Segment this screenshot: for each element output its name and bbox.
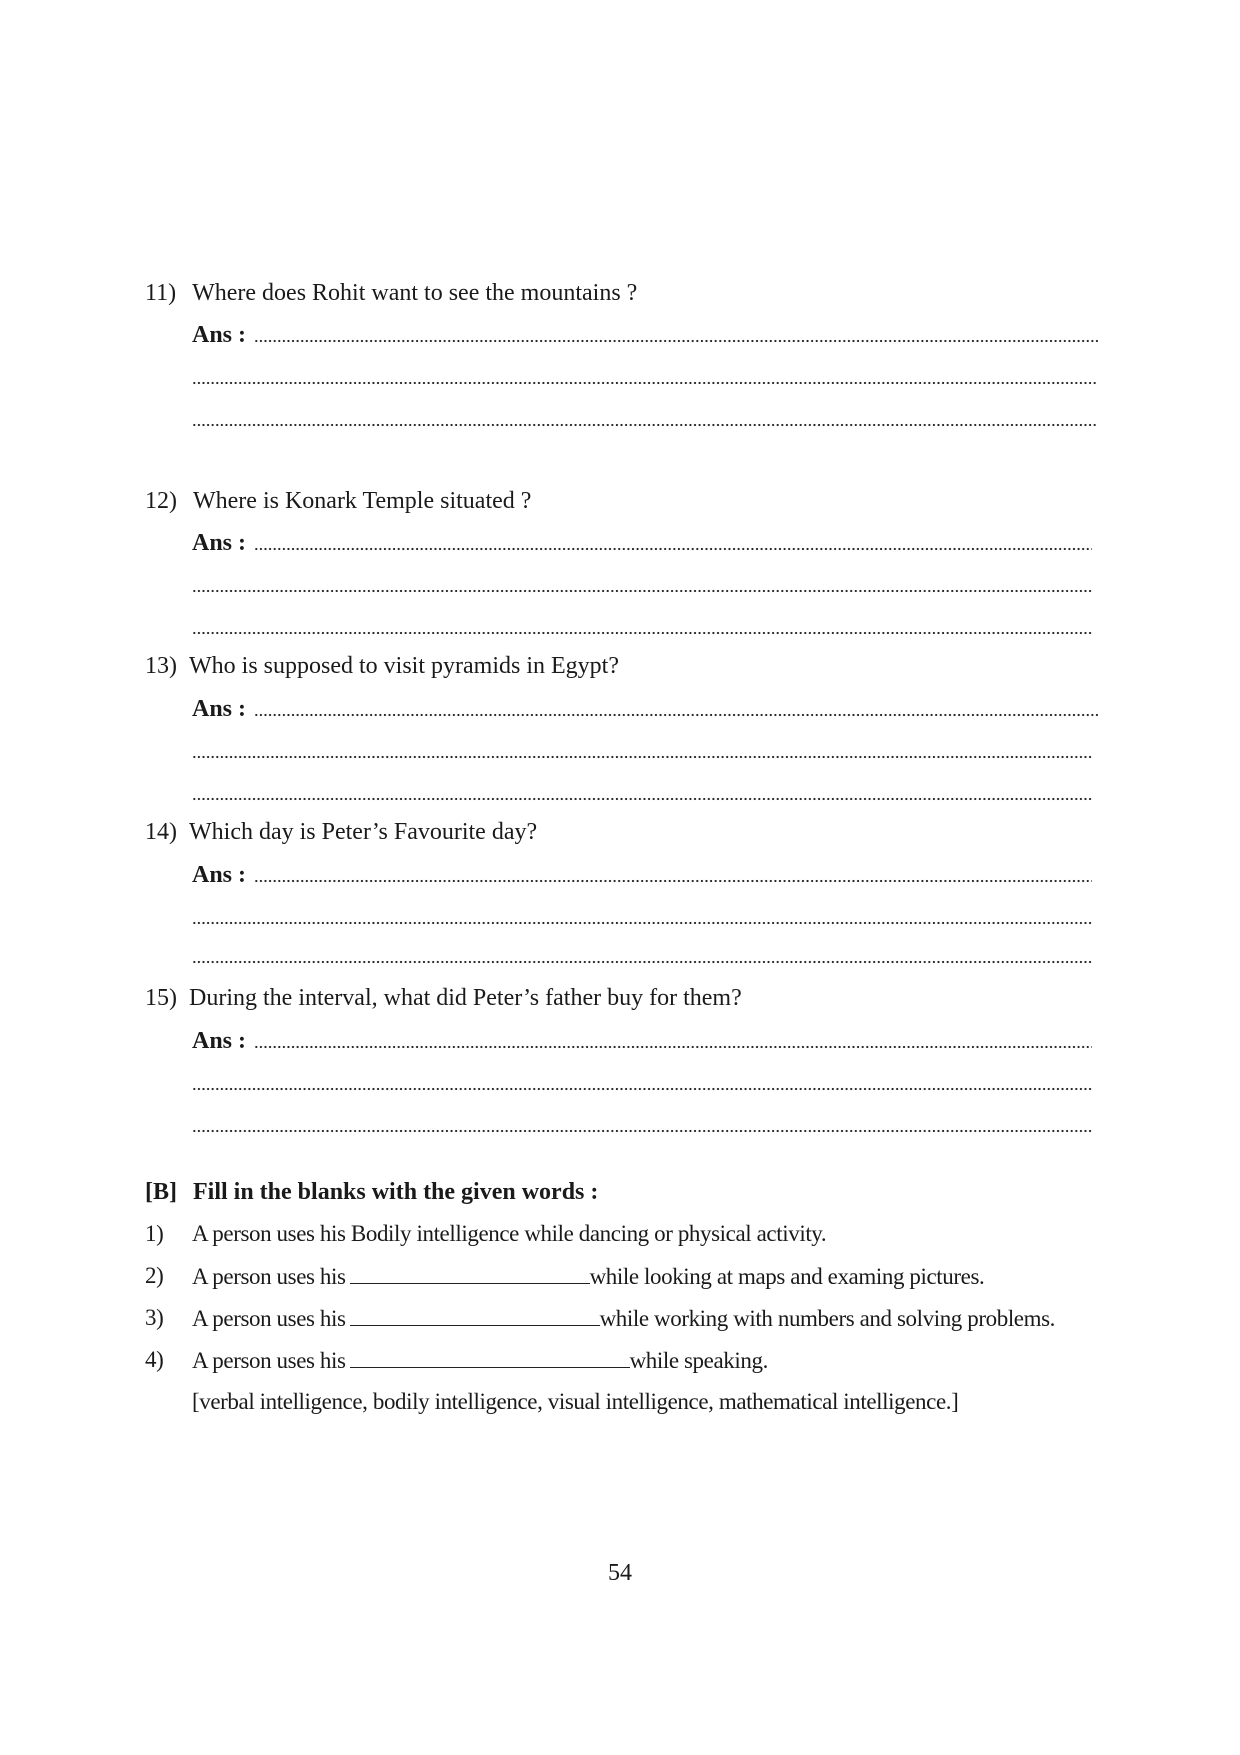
list-item <box>145 1345 768 1375</box>
item-text-before: A person uses his <box>192 1348 346 1373</box>
answer-line[interactable] <box>192 1129 1092 1133</box>
question-text: Where is Konark Temple situated ? <box>193 488 532 514</box>
page-number: 54 <box>608 1560 632 1586</box>
item-text-after: while speaking. <box>629 1348 768 1373</box>
item-text: A person uses his Bodily intelligence while dancing or physical activity. <box>192 1221 827 1246</box>
section-tag: [B] <box>145 1179 177 1205</box>
answer-label: Ans : <box>192 696 247 722</box>
answer-line[interactable] <box>192 381 1098 385</box>
question-number: 13) <box>145 653 177 679</box>
answer-line[interactable] <box>192 960 1092 964</box>
blank-field[interactable] <box>350 1345 630 1368</box>
word-bank: [verbal intelligence, bodily intelligence, visual intelligence, mathematical intelligence.] <box>192 1389 959 1414</box>
question-text: Where does Rohit want to see the mountains ? <box>192 280 638 306</box>
answer-line[interactable] <box>192 589 1092 593</box>
question-number: 14) <box>145 819 177 845</box>
answer-line[interactable] <box>254 339 1098 343</box>
answer-line[interactable] <box>192 1087 1092 1091</box>
list-item <box>145 1303 1056 1333</box>
item-number: 4) <box>145 1347 164 1372</box>
item-number: 1) <box>145 1221 164 1246</box>
question-14 <box>145 817 537 847</box>
item-text-before: A person uses his <box>192 1306 346 1331</box>
answer-line[interactable] <box>254 547 1092 551</box>
item-number: 3) <box>145 1305 164 1330</box>
answer-label: Ans : <box>192 322 247 348</box>
question-15 <box>145 983 742 1013</box>
answer-label: Ans : <box>192 1028 247 1054</box>
list-item <box>145 1261 985 1291</box>
answer-line[interactable] <box>192 921 1092 925</box>
question-number: 12) <box>145 488 177 514</box>
answer-line[interactable] <box>192 631 1092 635</box>
question-text: During the interval, what did Peter’s father buy for them? <box>189 985 742 1011</box>
item-text-after: while looking at maps and examing pictures. <box>589 1264 985 1289</box>
answer-line[interactable] <box>254 879 1092 883</box>
question-number: 15) <box>145 985 177 1011</box>
item-number: 2) <box>145 1263 164 1288</box>
question-text: Which day is Peter’s Favourite day? <box>189 819 538 845</box>
item-text-before: A person uses his <box>192 1264 346 1289</box>
answer-line[interactable] <box>192 423 1098 427</box>
question-text: Who is supposed to visit pyramids in Egypt? <box>189 653 619 679</box>
answer-line[interactable] <box>254 713 1098 717</box>
section-heading-text: Fill in the blanks with the given words : <box>193 1179 599 1205</box>
question-12 <box>145 486 531 516</box>
question-number: 11) <box>145 280 177 306</box>
answer-line[interactable] <box>192 755 1092 759</box>
answer-label: Ans : <box>192 862 247 888</box>
list-item <box>145 1219 827 1249</box>
section-b-heading <box>145 1177 598 1207</box>
answer-line[interactable] <box>254 1045 1092 1049</box>
answer-line[interactable] <box>192 797 1092 801</box>
item-text-after: while working with numbers and solving problems. <box>599 1306 1056 1331</box>
question-11 <box>145 278 637 308</box>
question-13 <box>145 651 619 681</box>
blank-field[interactable] <box>350 1303 600 1326</box>
answer-label: Ans : <box>192 530 247 556</box>
blank-field[interactable] <box>350 1261 590 1284</box>
